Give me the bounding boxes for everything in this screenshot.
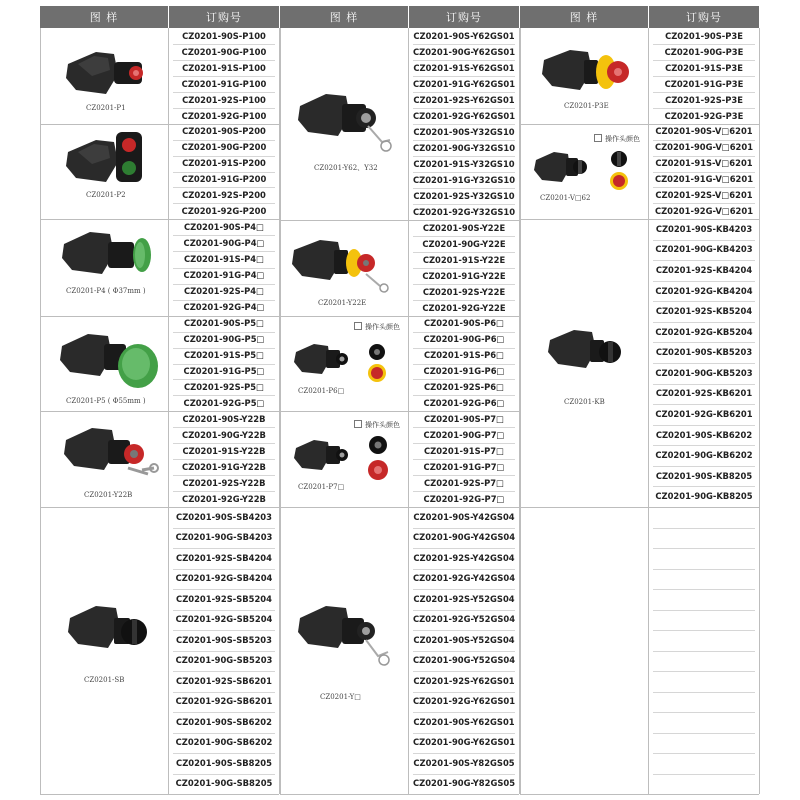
code-separator (173, 528, 275, 529)
order-code: CZ0201-92G-SB5204 (175, 614, 273, 625)
grid-hline (280, 316, 519, 317)
order-code: CZ0201-90G-KB4203 (655, 244, 753, 255)
order-code: CZ0201-92G-P7□ (423, 493, 505, 504)
order-code: CZ0201-90S-SB6202 (176, 716, 272, 727)
grid-hline (40, 794, 279, 795)
color-option-text: 操作头颜色 (365, 323, 400, 331)
caption-p5: CZ0201-P5 ( Φ55mm ) (66, 397, 146, 405)
color-head-black-p7 (368, 436, 388, 454)
empty-row-separator (653, 671, 755, 672)
order-code: CZ0201-92S-Y52GS04 (413, 593, 515, 604)
order-code: CZ0201-90G-SB4203 (175, 532, 273, 543)
code-separator (413, 364, 515, 365)
code-separator (413, 300, 515, 301)
grid-hline (520, 507, 759, 508)
code-separator (653, 108, 755, 109)
order-code: CZ0201-92S-SB5204 (176, 593, 272, 604)
code-separator (173, 268, 275, 269)
code-separator (653, 60, 755, 61)
order-code: CZ0201-90G-P3E (664, 46, 744, 57)
caption-y22e: CZ0201-Y22E (318, 299, 367, 307)
order-code: CZ0201-90S-P4□ (183, 221, 265, 232)
grid-vline (759, 28, 760, 794)
code-separator (653, 156, 755, 157)
code-separator (413, 236, 515, 237)
order-code: CZ0201-91S-P5□ (183, 350, 265, 361)
grid-hline (40, 219, 279, 220)
code-separator (173, 364, 275, 365)
empty-row-separator (653, 548, 755, 549)
code-separator (413, 395, 515, 396)
color-head-red-p7 (368, 460, 388, 480)
order-code: CZ0201-90S-P100 (182, 30, 266, 41)
order-code: CZ0201-90S-Y32GS10 (413, 126, 515, 137)
grid-hline (40, 316, 279, 317)
order-code: CZ0201-90G-P4□ (183, 237, 265, 248)
code-separator (173, 459, 275, 460)
code-separator (173, 92, 275, 93)
code-separator (413, 443, 515, 444)
color-option-label-p6 (354, 322, 400, 332)
caption-p2: CZ0201-P2 (86, 191, 126, 199)
product-image-y22e (290, 236, 394, 296)
order-code: CZ0201-90S-SB8205 (176, 757, 272, 768)
order-code: CZ0201-91G-P5□ (183, 365, 265, 376)
code-separator (653, 445, 755, 446)
code-separator (173, 348, 275, 349)
order-code: CZ0201-92S-Y62GS01 (413, 94, 515, 105)
code-separator (173, 774, 275, 775)
order-code: CZ0201-90S-P3E (665, 30, 743, 41)
code-separator (653, 363, 755, 364)
order-code: CZ0201-92G-P6□ (423, 397, 505, 408)
code-separator (653, 44, 755, 45)
code-separator (173, 733, 275, 734)
order-code: CZ0201-90G-SB8205 (175, 778, 273, 789)
code-separator (653, 301, 755, 302)
order-code: CZ0201-90G-Y42GS04 (412, 532, 516, 543)
empty-row-separator (653, 630, 755, 631)
order-code: CZ0201-92S-P4□ (183, 286, 265, 297)
code-separator (413, 204, 515, 205)
code-separator (413, 630, 515, 631)
code-separator (173, 427, 275, 428)
order-code: CZ0201-90G-Y22B (182, 429, 266, 440)
order-code: CZ0201-90S-KB4203 (655, 223, 753, 234)
order-code: CZ0201-90G-KB5203 (655, 367, 753, 378)
empty-row-separator (653, 774, 755, 775)
order-code: CZ0201-92G-KB6201 (655, 408, 753, 419)
order-code: CZ0201-92S-KB6201 (655, 388, 753, 399)
code-separator (173, 172, 275, 173)
order-code: CZ0201-91S-P6□ (423, 350, 505, 361)
code-separator (653, 240, 755, 241)
order-code: CZ0201-91S-P3E (665, 62, 743, 73)
caption-p1: CZ0201-P1 (86, 104, 126, 112)
code-separator (413, 379, 515, 380)
code-separator (413, 651, 515, 652)
order-code: CZ0201-91S-Y22B (182, 445, 266, 456)
order-code: CZ0201-91G-P3E (664, 78, 744, 89)
order-code: CZ0201-91S-Y22E (422, 254, 506, 265)
order-code: CZ0201-91G-P7□ (423, 461, 505, 472)
code-separator (173, 203, 275, 204)
order-code: CZ0201-92S-P6□ (423, 381, 505, 392)
caption-p7: CZ0201-P7□ (298, 483, 345, 491)
order-code: CZ0201-92S-V□6201 (655, 189, 753, 200)
order-code: CZ0201-90S-Y42GS04 (413, 511, 515, 522)
code-separator (413, 589, 515, 590)
code-separator (173, 630, 275, 631)
order-code: CZ0201-91S-P4□ (183, 253, 265, 264)
order-code: CZ0201-92G-P3E (664, 110, 744, 121)
order-code: CZ0201-92S-SB4204 (176, 552, 272, 563)
code-separator (413, 268, 515, 269)
code-separator (413, 528, 515, 529)
code-separator (413, 753, 515, 754)
code-separator (173, 671, 275, 672)
order-code: CZ0201-92S-P5□ (183, 381, 265, 392)
order-code: CZ0201-91S-P200 (182, 158, 266, 169)
order-code: CZ0201-92S-P200 (182, 189, 266, 200)
caption-p4: CZ0201-P4 ( Φ37mm ) (66, 287, 146, 295)
product-image-kb (546, 326, 626, 380)
order-code: CZ0201-91S-Y62GS01 (413, 62, 515, 73)
grid-hline (520, 794, 759, 795)
order-code: CZ0201-90G-Y52GS04 (412, 655, 516, 666)
order-code: CZ0201-92G-Y52GS04 (412, 614, 516, 625)
order-code: CZ0201-91S-Y32GS10 (413, 158, 515, 169)
empty-row-separator (653, 753, 755, 754)
checkbox-icon (354, 322, 362, 330)
order-code: CZ0201-90S-P200 (182, 126, 266, 137)
code-separator (413, 172, 515, 173)
code-separator (413, 188, 515, 189)
product-image-p4 (60, 226, 156, 282)
order-code: CZ0201-90G-Y82GS05 (412, 778, 516, 789)
caption-v62: CZ0201-V□62 (540, 194, 591, 202)
color-option-label-p7 (354, 420, 400, 430)
order-code: CZ0201-90S-Y22B (182, 413, 266, 424)
code-separator (173, 60, 275, 61)
empty-row-separator (653, 733, 755, 734)
code-separator (413, 252, 515, 253)
order-code: CZ0201-92S-Y22E (422, 286, 506, 297)
code-separator (413, 475, 515, 476)
code-separator (413, 491, 515, 492)
code-separator (653, 140, 755, 141)
order-code: CZ0201-92S-Y62GS01 (413, 675, 515, 686)
order-code: CZ0201-91G-Y22E (422, 270, 506, 281)
product-image-p2 (62, 130, 152, 188)
order-code: CZ0201-90G-Y62GS01 (412, 46, 516, 57)
order-code: CZ0201-90S-Y62GS01 (413, 716, 515, 727)
order-code: CZ0201-91G-Y22B (182, 461, 266, 472)
order-code: CZ0201-90S-Y22E (422, 222, 506, 233)
order-code: CZ0201-92G-SB4204 (175, 573, 273, 584)
code-separator (413, 774, 515, 775)
order-code: CZ0201-90S-P6□ (423, 318, 505, 329)
order-code: CZ0201-91S-V□6201 (655, 158, 753, 169)
empty-row-separator (653, 589, 755, 590)
code-separator (413, 284, 515, 285)
color-head-black-v62 (610, 150, 628, 168)
code-separator (413, 124, 515, 125)
order-code: CZ0201-92G-P200 (181, 205, 267, 216)
order-code: CZ0201-90S-SB4203 (176, 511, 272, 522)
order-code: CZ0201-92S-Y32GS10 (413, 190, 515, 201)
code-separator (413, 156, 515, 157)
code-separator (413, 427, 515, 428)
order-code: CZ0201-92S-P3E (665, 94, 743, 105)
code-separator (653, 281, 755, 282)
product-image-sb (66, 600, 150, 660)
order-code: CZ0201-90S-Y52GS04 (413, 634, 515, 645)
order-code: CZ0201-90S-KB8205 (655, 470, 753, 481)
order-code: CZ0201-90G-Y22E (422, 238, 506, 249)
code-separator (173, 76, 275, 77)
code-separator (413, 76, 515, 77)
code-separator (653, 342, 755, 343)
order-code: CZ0201-90G-P100 (181, 46, 267, 57)
order-code: CZ0201-90S-Y62GS01 (413, 30, 515, 41)
product-image-y22b (62, 424, 158, 482)
order-code: CZ0201-90G-P7□ (423, 429, 505, 440)
code-separator (653, 384, 755, 385)
code-separator (413, 671, 515, 672)
code-separator (173, 235, 275, 236)
checkbox-icon (594, 134, 602, 142)
order-code: CZ0201-92S-SB6201 (176, 675, 272, 686)
order-code: CZ0201-90S-V□6201 (655, 126, 753, 137)
code-separator (653, 92, 755, 93)
order-code: CZ0201-90G-KB6202 (655, 450, 753, 461)
order-code: CZ0201-92G-KB5204 (655, 326, 753, 337)
order-code: CZ0201-92S-KB5204 (655, 306, 753, 317)
order-code: CZ0201-92S-P100 (182, 94, 266, 105)
code-separator (173, 610, 275, 611)
header-order-1: 订购号 (169, 6, 279, 28)
order-code: CZ0201-92S-P7□ (423, 477, 505, 488)
code-separator (173, 140, 275, 141)
grid-hline (280, 794, 519, 795)
header-order-3: 订购号 (649, 6, 759, 28)
code-separator (173, 332, 275, 333)
empty-row-separator (653, 610, 755, 611)
code-separator (413, 60, 515, 61)
order-code: CZ0201-90G-KB8205 (655, 491, 753, 502)
code-separator (173, 475, 275, 476)
code-separator (653, 404, 755, 405)
product-image-p7 (294, 436, 350, 476)
code-separator (653, 466, 755, 467)
order-code: CZ0201-90G-Y62GS01 (412, 737, 516, 748)
code-separator (413, 332, 515, 333)
code-separator (653, 187, 755, 188)
code-separator (173, 187, 275, 188)
grid-hline (520, 124, 759, 125)
code-separator (173, 589, 275, 590)
empty-row-separator (653, 692, 755, 693)
code-separator (173, 108, 275, 109)
color-option-label-v62 (594, 134, 640, 144)
order-code: CZ0201-91G-V□6201 (654, 173, 754, 184)
grid-hline (280, 507, 519, 508)
order-code: CZ0201-90G-P5□ (183, 334, 265, 345)
caption-kb: CZ0201-KB (564, 398, 605, 406)
code-separator (173, 300, 275, 301)
order-code: CZ0201-90G-V□6201 (654, 142, 754, 153)
order-code: CZ0201-92G-Y62GS01 (412, 110, 516, 121)
code-separator (413, 692, 515, 693)
code-separator (413, 348, 515, 349)
code-separator (173, 284, 275, 285)
color-option-text: 操作头颜色 (365, 421, 400, 429)
code-separator (413, 92, 515, 93)
header-order-2: 订购号 (409, 6, 519, 28)
order-code: CZ0201-92G-P4□ (183, 302, 265, 313)
grid-vline (520, 28, 521, 794)
header-pattern-2: 图 样 (280, 6, 408, 28)
code-separator (413, 108, 515, 109)
caption-p3e: CZ0201-P3E (564, 102, 609, 110)
order-code: CZ0201-92G-P5□ (183, 397, 265, 408)
code-separator (173, 692, 275, 693)
order-code: CZ0201-92G-SB6201 (175, 696, 273, 707)
code-separator (413, 610, 515, 611)
empty-row-separator (653, 651, 755, 652)
order-code: CZ0201-91G-P200 (181, 173, 267, 184)
code-separator (173, 395, 275, 396)
code-separator (413, 712, 515, 713)
product-image-y (296, 600, 396, 668)
order-code: CZ0201-90S-KB5203 (655, 347, 753, 358)
order-code: CZ0201-92G-Y62GS01 (412, 696, 516, 707)
order-code: CZ0201-92S-KB4204 (655, 264, 753, 275)
order-code: CZ0201-91G-Y32GS10 (412, 174, 516, 185)
order-code: CZ0201-91S-P100 (182, 62, 266, 73)
color-option-text: 操作头颜色 (605, 135, 640, 143)
code-separator (653, 203, 755, 204)
empty-row-separator (653, 569, 755, 570)
order-code: CZ0201-90G-Y32GS10 (412, 142, 516, 153)
order-code: CZ0201-90S-KB6202 (655, 429, 753, 440)
code-separator (653, 172, 755, 173)
color-head-black-p6 (368, 344, 386, 360)
grid-hline (40, 124, 279, 125)
order-code: CZ0201-91G-P100 (181, 78, 267, 89)
code-separator (413, 459, 515, 460)
code-separator (653, 425, 755, 426)
order-code: CZ0201-91S-P7□ (423, 445, 505, 456)
code-separator (173, 156, 275, 157)
order-code: CZ0201-90S-P5□ (183, 318, 265, 329)
order-code: CZ0201-92S-Y22B (182, 477, 266, 488)
empty-row-separator (653, 528, 755, 529)
grid-hline (40, 507, 279, 508)
grid-hline (40, 411, 279, 412)
grid-hline (280, 220, 519, 221)
product-image-p6 (294, 340, 350, 380)
order-code: CZ0201-90S-SB5203 (176, 634, 272, 645)
empty-row-separator (653, 712, 755, 713)
order-code: CZ0201-92S-Y42GS04 (413, 552, 515, 563)
order-code: CZ0201-92G-V□6201 (654, 205, 754, 216)
order-code: CZ0201-90G-P6□ (423, 334, 505, 345)
order-code: CZ0201-90G-SB6202 (175, 737, 273, 748)
code-separator (173, 548, 275, 549)
code-separator (653, 76, 755, 77)
code-separator (653, 322, 755, 323)
color-head-red-p6 (368, 364, 386, 382)
product-image-p3e (540, 46, 632, 98)
order-code: CZ0201-92G-Y32GS10 (412, 206, 516, 217)
code-separator (173, 491, 275, 492)
order-code: CZ0201-91G-P4□ (183, 270, 265, 281)
order-code: CZ0201-92G-KB4204 (655, 285, 753, 296)
order-code: CZ0201-91G-P6□ (423, 365, 505, 376)
code-separator (173, 44, 275, 45)
caption-p6: CZ0201-P6□ (298, 387, 345, 395)
code-separator (653, 486, 755, 487)
order-code: CZ0201-90S-Y82GS05 (413, 757, 515, 768)
code-separator (173, 651, 275, 652)
order-code: CZ0201-92G-Y22E (422, 302, 506, 313)
color-head-red-v62 (610, 172, 628, 190)
product-image-v62 (534, 148, 590, 188)
code-separator (653, 260, 755, 261)
order-code: CZ0201-90S-P7□ (423, 413, 505, 424)
product-image-y62-y32 (296, 86, 396, 156)
product-image-p5 (58, 330, 158, 392)
order-code: CZ0201-92G-P100 (181, 110, 267, 121)
code-separator (173, 443, 275, 444)
code-separator (413, 140, 515, 141)
code-separator (173, 753, 275, 754)
order-code: CZ0201-90G-P200 (181, 142, 267, 153)
checkbox-icon (354, 420, 362, 428)
order-code: CZ0201-92G-Y42GS04 (412, 573, 516, 584)
grid-hline (520, 219, 759, 220)
caption-y: CZ0201-Y□ (320, 693, 361, 701)
code-separator (173, 712, 275, 713)
code-separator (173, 379, 275, 380)
caption-sb: CZ0201-SB (84, 676, 125, 684)
product-image-p1 (62, 44, 152, 100)
caption-y62-y32: CZ0201-Y62、Y32 (314, 164, 378, 172)
order-code: CZ0201-91G-Y62GS01 (412, 78, 516, 89)
header-pattern-1: 图 样 (40, 6, 168, 28)
caption-y22b: CZ0201-Y22B (84, 491, 133, 499)
code-separator (413, 44, 515, 45)
header-pattern-3: 图 样 (520, 6, 648, 28)
order-code: CZ0201-92G-Y22B (182, 493, 266, 504)
code-separator (413, 733, 515, 734)
code-separator (413, 569, 515, 570)
code-separator (413, 548, 515, 549)
order-code: CZ0201-90G-SB5203 (175, 655, 273, 666)
grid-hline (280, 411, 519, 412)
code-separator (173, 569, 275, 570)
code-separator (173, 251, 275, 252)
